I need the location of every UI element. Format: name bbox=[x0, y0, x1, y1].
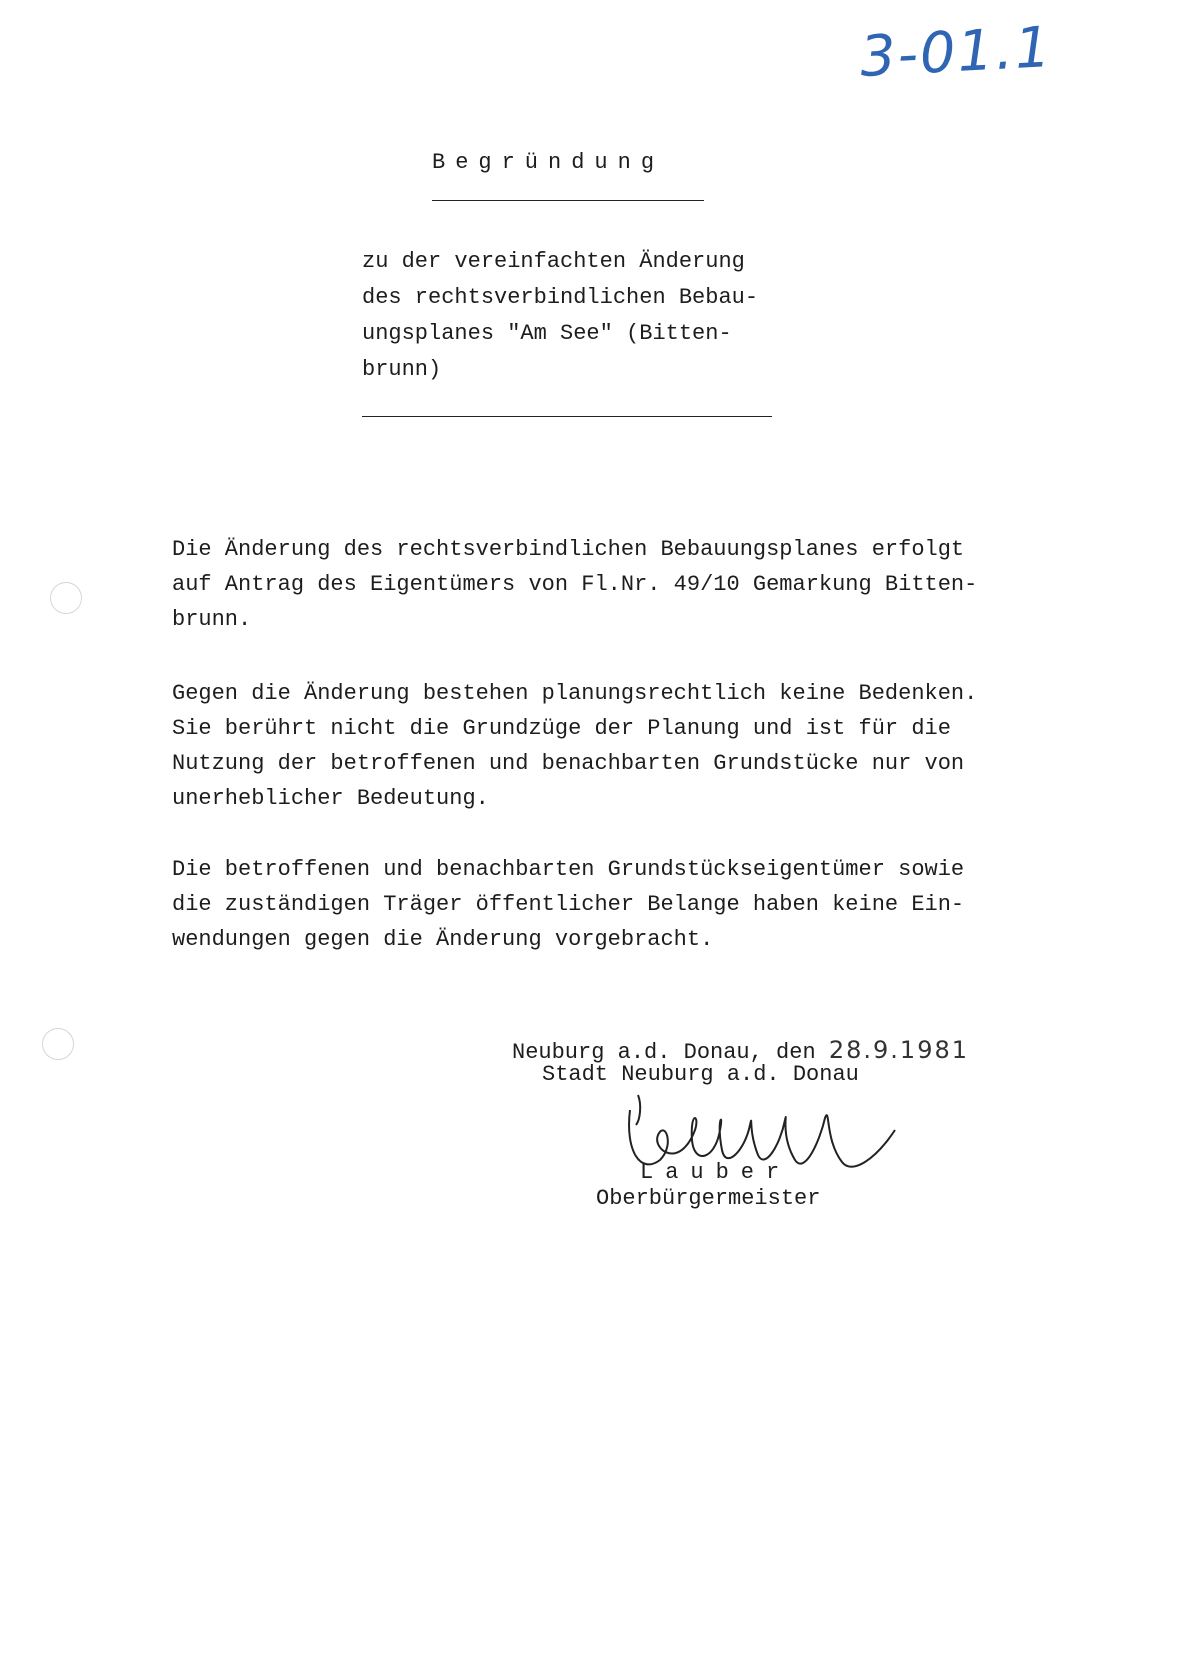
document-heading: Begründung bbox=[432, 150, 665, 175]
signer-name: Lauber bbox=[640, 1160, 792, 1185]
paragraph-1 bbox=[172, 532, 1052, 637]
file-reference: 3-01.1 bbox=[858, 15, 1055, 90]
punch-hole bbox=[50, 582, 82, 614]
issuing-authority: Stadt Neuburg a.d. Donau bbox=[542, 1062, 859, 1087]
text-line: Die Änderung des rechtsverbindlichen Bebauungsplanes erfolgt bbox=[172, 537, 965, 562]
subject-block bbox=[362, 244, 792, 388]
subject-line: des rechtsverbindlichen Bebau- bbox=[362, 285, 759, 310]
text-line: brunn. bbox=[172, 607, 252, 632]
subject-line: brunn) bbox=[362, 357, 442, 382]
place-date-prefix: Neuburg a.d. Donau, den bbox=[512, 1040, 829, 1065]
place-and-date bbox=[512, 1036, 969, 1065]
text-line: unerheblicher Bedeutung. bbox=[172, 786, 489, 811]
text-line: die zuständigen Träger öffentlicher Belange haben keine Ein- bbox=[172, 892, 965, 917]
punch-hole bbox=[42, 1028, 74, 1060]
subject-line: ungsplanes "Am See" (Bitten- bbox=[362, 321, 732, 346]
paragraph-3 bbox=[172, 852, 1052, 957]
subject-underline bbox=[362, 416, 772, 417]
text-line: Die betroffenen und benachbarten Grundstückseigentümer sowie bbox=[172, 857, 965, 882]
signer-title: Oberbürgermeister bbox=[596, 1186, 821, 1211]
subject-line: zu der vereinfachten Änderung bbox=[362, 249, 745, 274]
heading-underline bbox=[432, 200, 704, 201]
text-line: Gegen die Änderung bestehen planungsrechtlich keine Bedenken. bbox=[172, 681, 978, 706]
paragraph-2 bbox=[172, 676, 1052, 816]
handwritten-date: 28.9.1981 bbox=[828, 1036, 970, 1064]
text-line: Sie berührt nicht die Grundzüge der Planung und ist für die bbox=[172, 716, 951, 741]
text-line: wendungen gegen die Änderung vorgebracht. bbox=[172, 927, 714, 952]
text-line: auf Antrag des Eigentümers von Fl.Nr. 49/10 Gemarkung Bitten- bbox=[172, 572, 978, 597]
text-line: Nutzung der betroffenen und benachbarten Grundstücke nur von bbox=[172, 751, 965, 776]
